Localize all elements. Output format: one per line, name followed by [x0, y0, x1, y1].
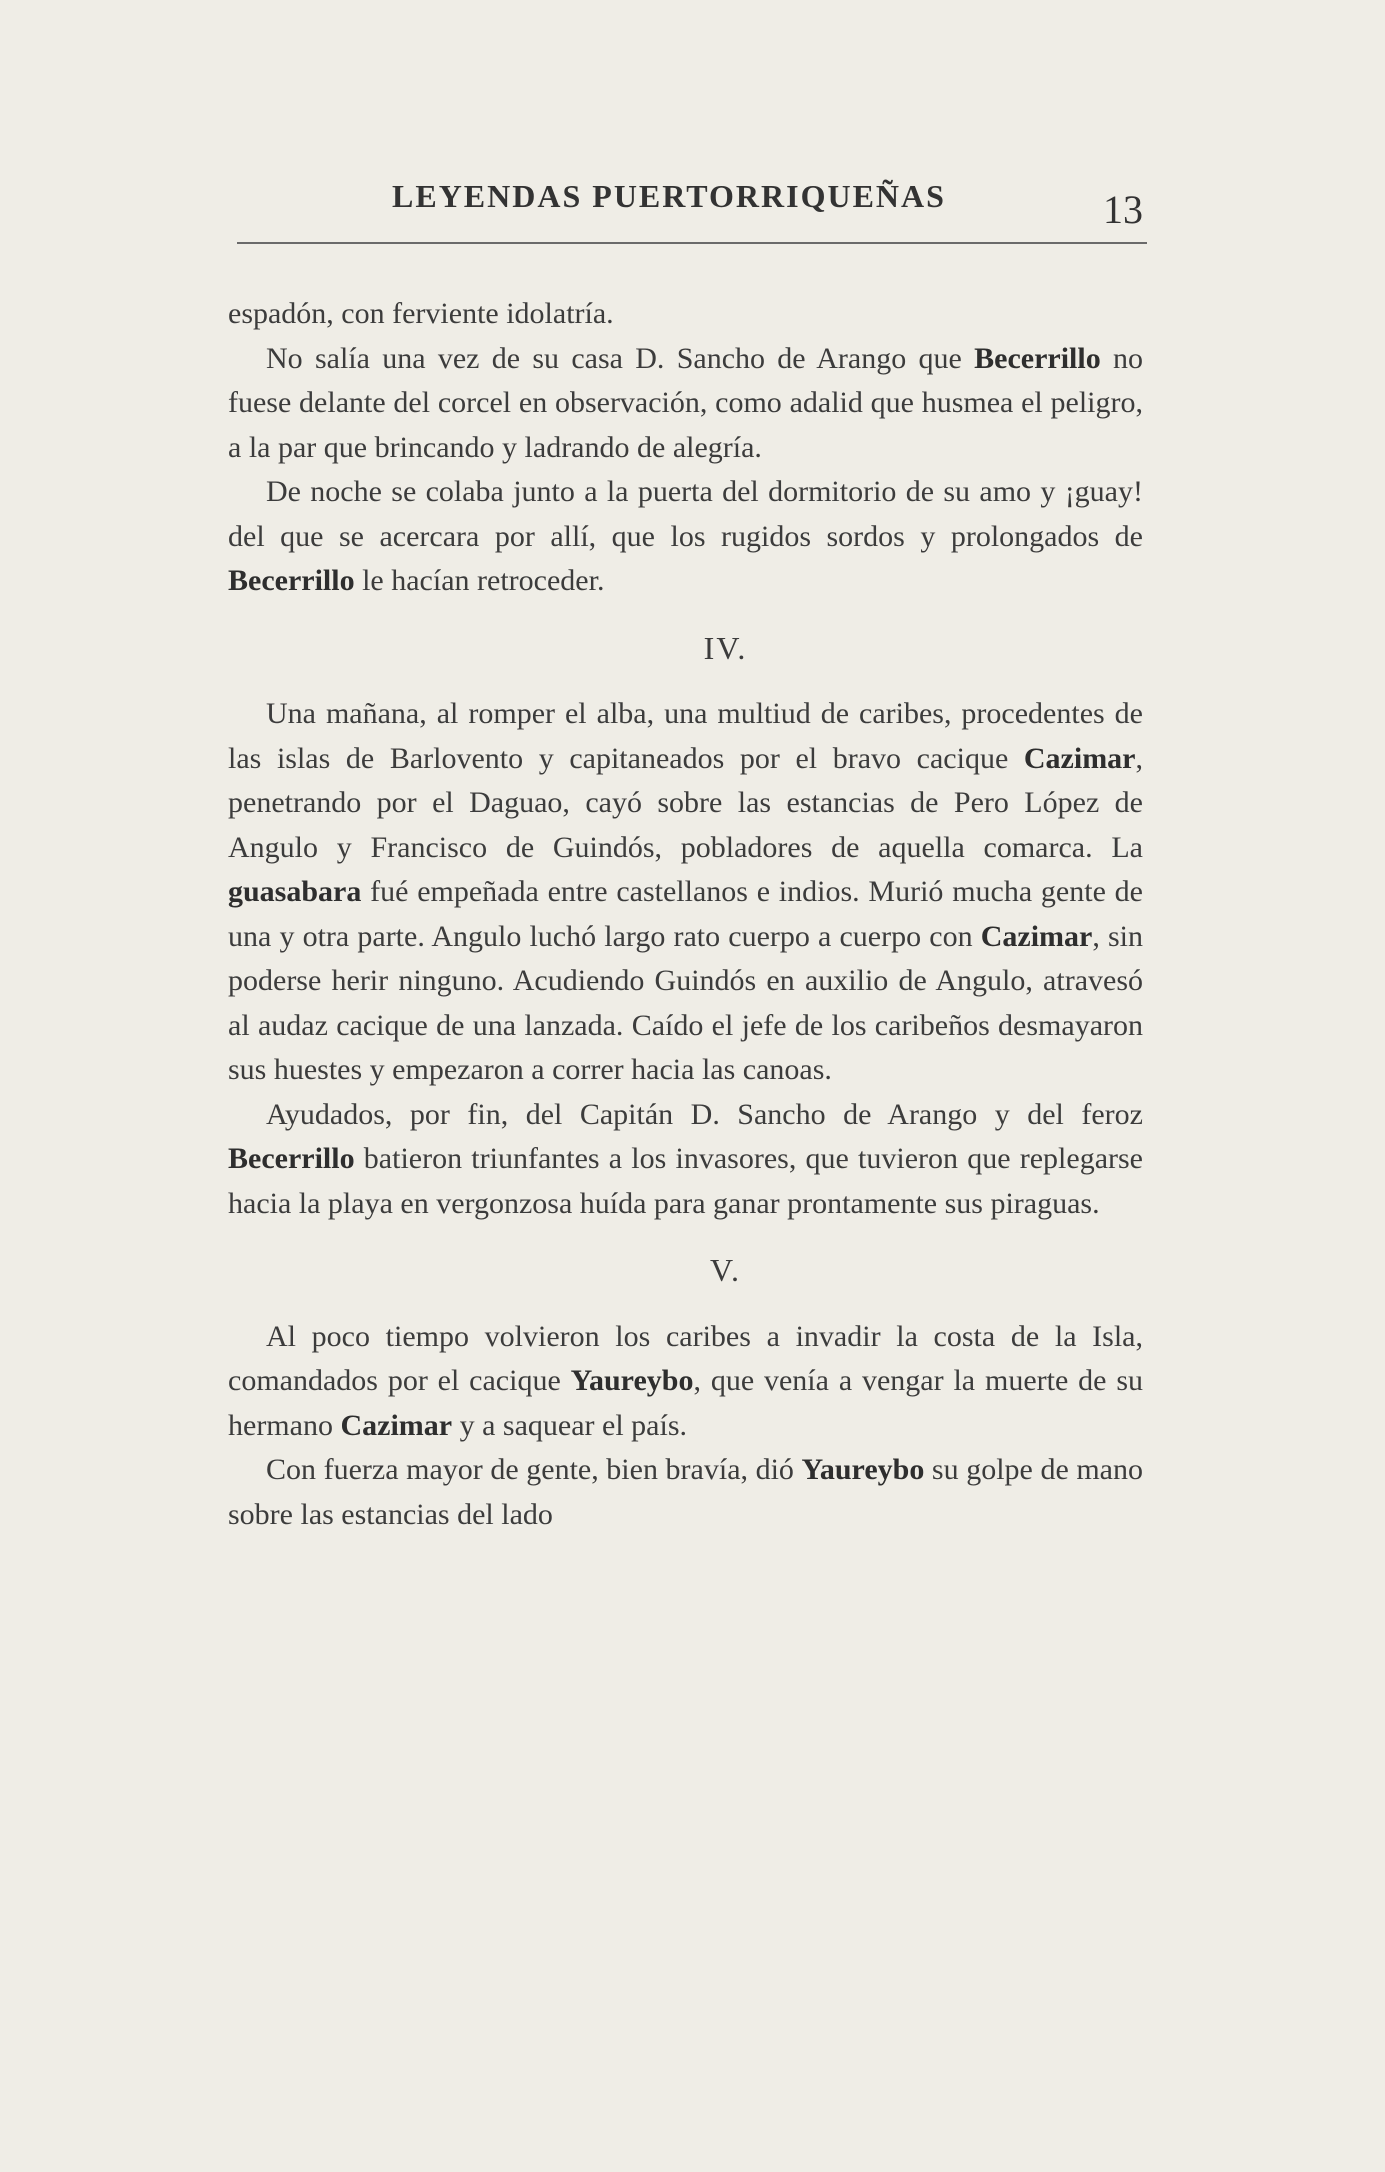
text-run: y a saquear el país.	[452, 1408, 687, 1442]
section-heading: IV.	[703, 629, 748, 666]
bold-name: Becerrillo	[228, 564, 355, 597]
bold-name: Cazimar	[980, 919, 1093, 953]
bold-name: Cazimar	[1023, 741, 1136, 775]
text-run: Con fuerza mayor de gente, bien bravía, dió	[266, 1453, 802, 1486]
bold-name: Becerrillo	[228, 1142, 355, 1175]
section-heading: V.	[710, 1252, 741, 1288]
bold-name: Becerrillo	[974, 341, 1101, 375]
text-run: , que venía a vengar la muerte de su hermano	[228, 1364, 1143, 1442]
bold-name: Yaureybo	[801, 1453, 925, 1486]
text-run: fué empeñada entre castellanos e indios. Murió mucha gente de una y otra parte. Angulo luchó largo rato cuerpo a cuerpo con	[228, 875, 1143, 953]
paragraph	[228, 470, 1143, 604]
text-run: De noche se colaba junto a la puerta del dormitorio de su amo y ¡guay! del que se acercara por allí, que los rugidos sordos y prolongados de	[228, 475, 1143, 553]
header-rule	[237, 242, 1147, 244]
page-number: 13	[1103, 187, 1143, 232]
text-run: su golpe de mano sobre las estancias del lado	[228, 1453, 1143, 1531]
text-run: No salía una vez de su casa D. Sancho de Arango que	[266, 341, 975, 375]
paragraph	[228, 1448, 1143, 1537]
paragraph	[228, 292, 1143, 337]
paragraph	[228, 1093, 1143, 1227]
text-run: batieron triunfantes a los invasores, que tuvieron que replegarse hacia la playa en vergonzosa huída para ganar prontamente sus piraguas.	[228, 1142, 1143, 1220]
text-run: no fuese delante del corcel en observación, como adalid que husmea el peligro, a la par que brincando y ladrando de alegría.	[228, 341, 1144, 464]
bold-name: Yaureybo	[570, 1364, 694, 1397]
text-run: Ayudados, por fin, del Capitán D. Sancho de Arango y del feroz	[266, 1097, 1143, 1131]
paragraph	[228, 692, 1143, 1093]
text-run: espadón, con ferviente idolatría.	[228, 297, 614, 330]
bold-name: Cazimar	[340, 1408, 453, 1442]
paragraph	[228, 1315, 1143, 1449]
text-run: Una mañana, al romper el alba, una multiud de caribes, procedentes de las islas de Barlovento y capitaneados por el bravo cacique	[228, 697, 1143, 775]
text-run: le hacían retroceder.	[354, 564, 605, 597]
text-run: , penetrando por el Daguao, cayó sobre las estancias de Pero López de Angulo y Francisco de Guindós, pobladores de aquella comarca. La	[228, 741, 1143, 864]
text-run: Al poco tiempo volvieron los caribes a invadir la costa de la Isla, comandados por el cacique	[228, 1319, 1143, 1397]
running-head: LEYENDAS PUERTORRIQUEÑAS	[392, 178, 946, 214]
page-header	[237, 172, 1157, 252]
text-run: , sin poderse herir ninguno. Acudiendo Guindós en auxilio de Angulo, atravesó al audaz cacique de una lanzada. Caído el jefe de los caribeños desmayaron sus huestes y empezaron a correr hacia las canoas.	[228, 919, 1143, 1086]
bold-name: guasabara	[228, 875, 362, 908]
body-text	[228, 292, 1143, 1537]
paragraph	[228, 337, 1143, 471]
